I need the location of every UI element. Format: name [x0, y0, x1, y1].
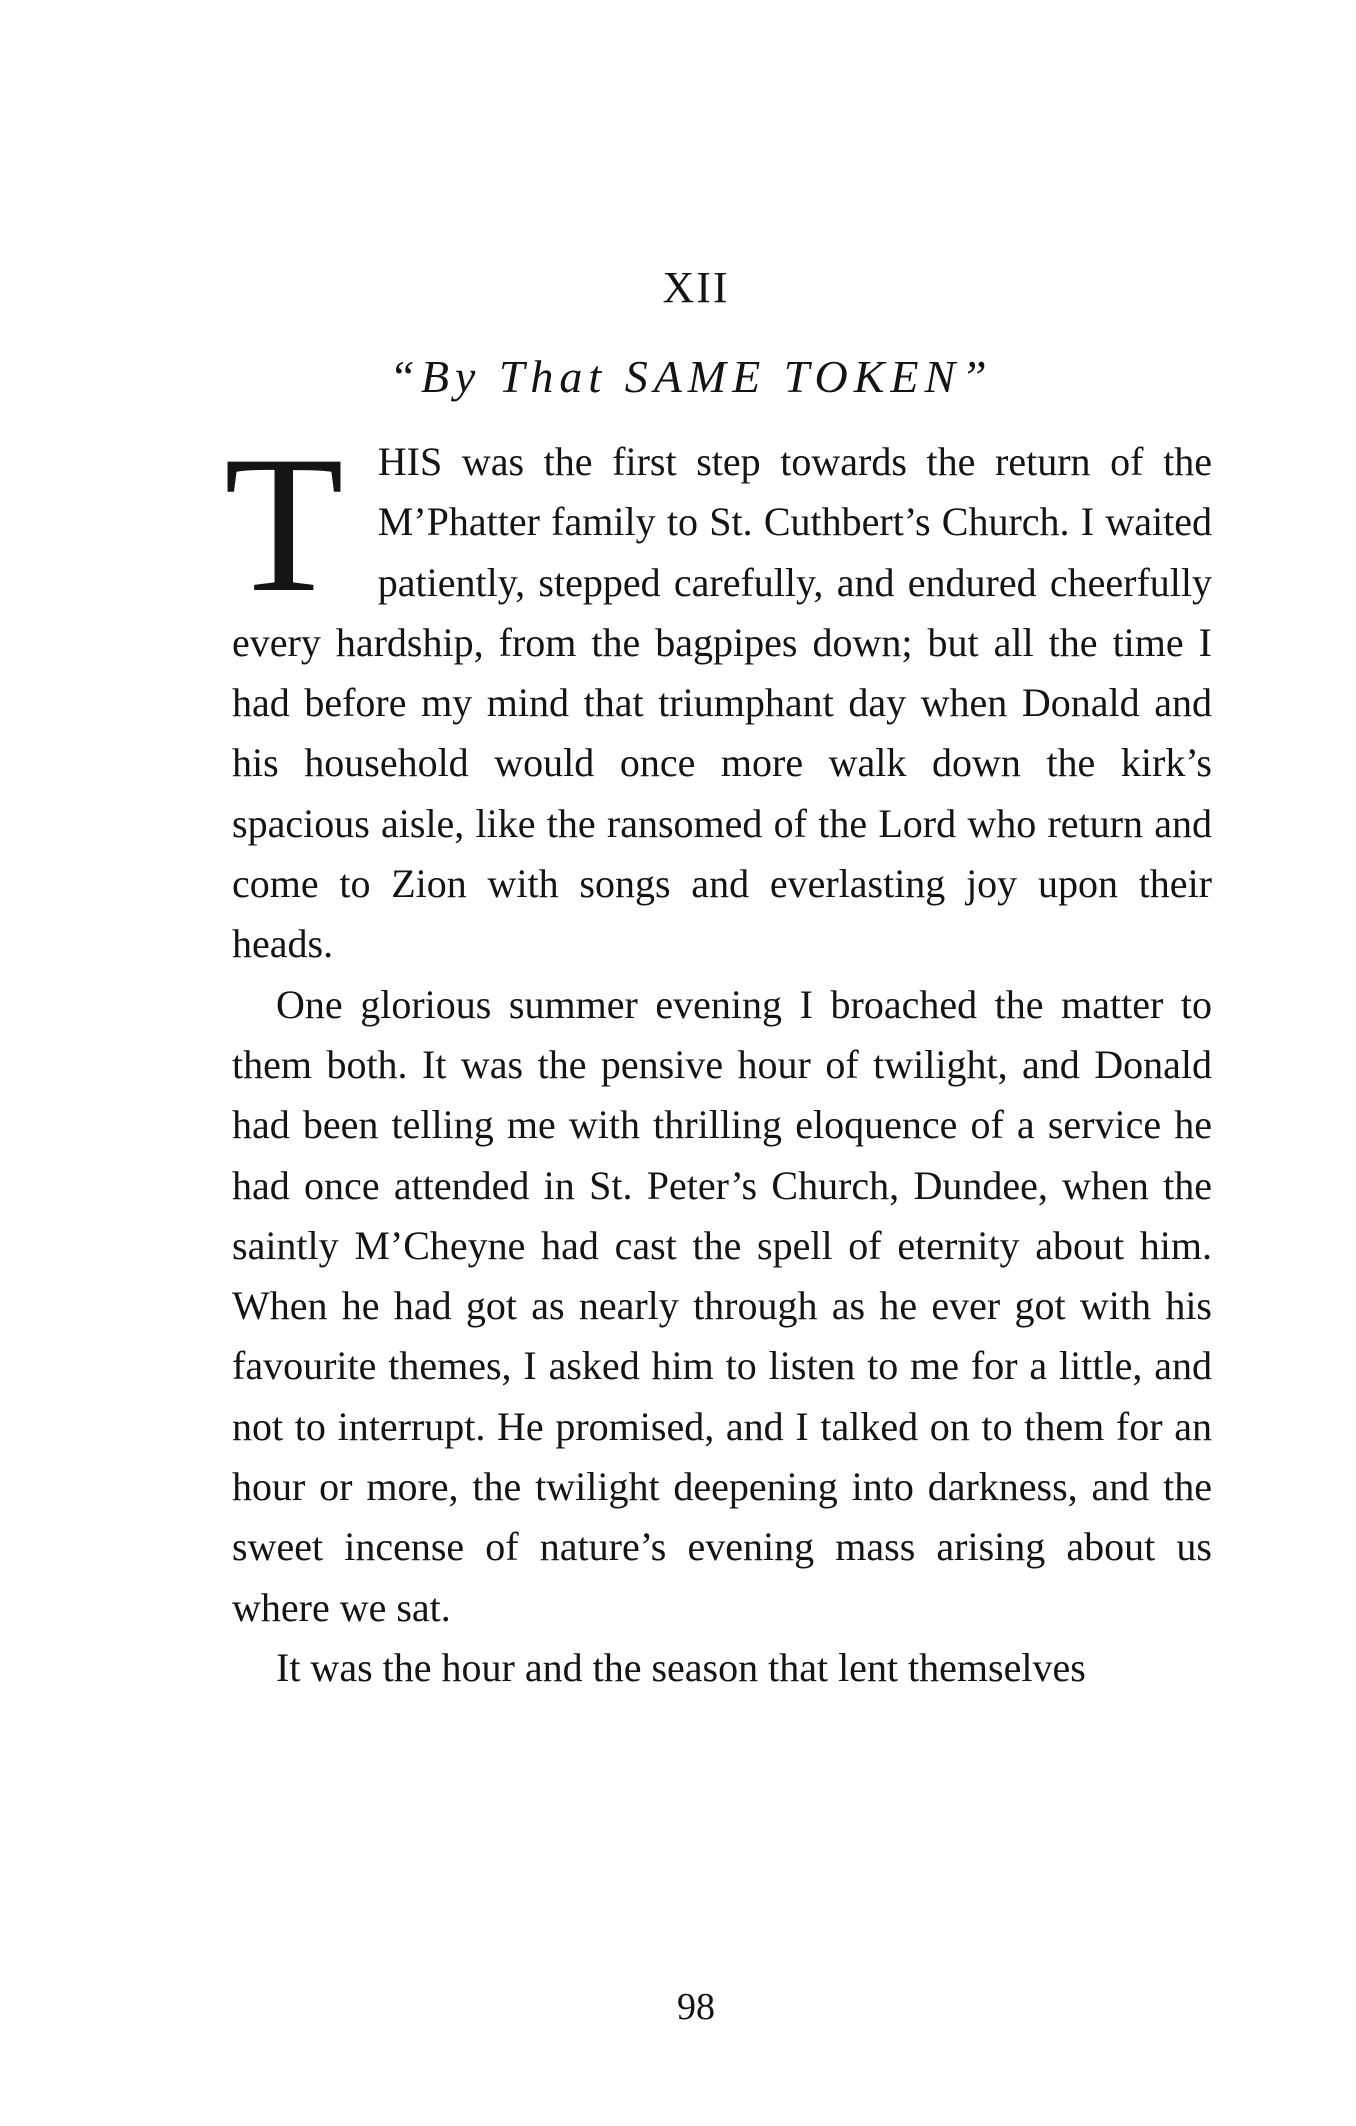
paragraph-1	[224, 416, 1212, 975]
chapter-number: XII	[662, 263, 730, 312]
paragraph-3: It was the hour and the season that lent themselves	[276, 1644, 1086, 1690]
chapter-title: “By That SAME TOKEN”	[389, 351, 993, 402]
page-number: 98	[677, 1986, 715, 2028]
paragraph-1-text: HIS was the first step towards the return of the M’Phatter family to St. Cuthbert’s Church. I waited patiently, stepped carefully, and endured cheerfully every hardship, from the bagpipes down; but all the time I had before my mind that triumphant day when Donald and his household would once more walk down the kirk’s spacious aisle, like the ransomed of the Lord who return and come to Zion with songs and everlasting joy upon their heads.	[232, 439, 1212, 967]
body-text	[224, 416, 1212, 1698]
paragraph-2: One glorious summer evening I broached the matter to them both. It was the pensive hour of twilight, and Donald had been telling me with thrilling eloquence of a service he had once attended in St. Peter’s Church, Dundee, when the saintly M’Cheyne had cast the spell of eternity about him. When he had got as nearly through as he ever got with his favourite themes, I asked him to listen to me for a little, and not to interrupt. He promised, and I talked on to them for an hour or more, the twilight deepening into darkness, and the sweet incense of nature’s evening mass arising about us where we sat.	[232, 981, 1212, 1630]
drop-cap: T	[224, 416, 344, 633]
